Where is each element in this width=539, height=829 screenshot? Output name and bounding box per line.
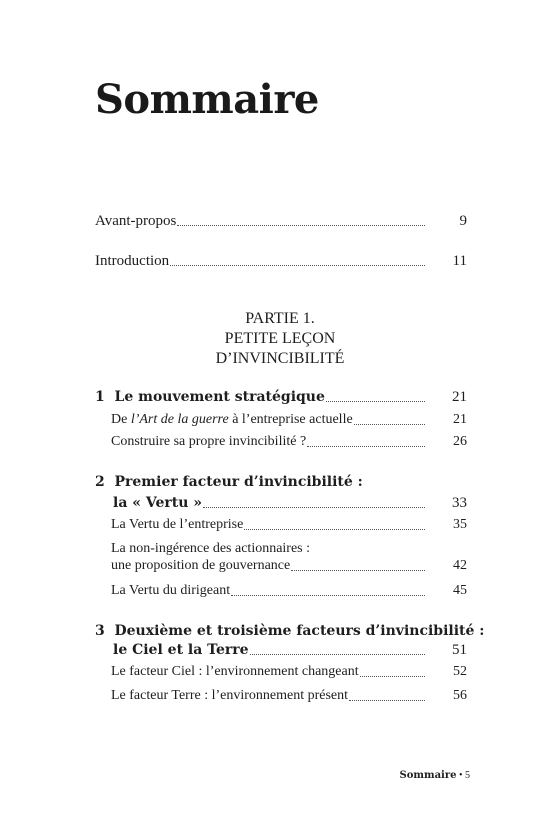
- section-title-italic: l’Art de la guerre: [130, 412, 229, 427]
- leader-dots: [203, 507, 425, 508]
- chapter-number: 3: [95, 623, 105, 639]
- section-title: Construire sa propre invincibilité ?: [111, 434, 307, 449]
- leader-dots: [349, 700, 425, 701]
- leader-dots: [177, 225, 425, 226]
- toc-entry-page: 56: [453, 688, 467, 703]
- toc-entry-label: Avant-propos: [95, 213, 177, 229]
- chapter-title-line2: la « Vertu »: [113, 495, 203, 511]
- leader-dots: [354, 424, 425, 425]
- chapter-title-text: Deuxième et troisième facteurs d’invincibilité :: [114, 623, 485, 639]
- toc-chapter-2[interactable]: [113, 492, 467, 512]
- section-title: La Vertu du dirigeant: [111, 583, 231, 598]
- toc-entry-page: 33: [452, 495, 467, 511]
- section-title: La Vertu de l’entreprise: [111, 517, 244, 532]
- leader-dots: [170, 265, 425, 266]
- section-title: Le facteur Ciel : l’environnement changeant: [111, 664, 359, 679]
- leader-dots: [307, 446, 425, 447]
- page-title: Sommaire: [95, 76, 319, 123]
- toc-entry-page: 42: [453, 558, 467, 573]
- section-title: [111, 411, 353, 429]
- chapter-number: 2: [95, 474, 105, 490]
- section-title-pre: De: [111, 412, 131, 427]
- toc-chapter-1[interactable]: [95, 386, 467, 406]
- leader-dots: [326, 401, 425, 402]
- toc-entry-page: 26: [453, 434, 467, 449]
- toc-section-2-3[interactable]: [111, 580, 467, 600]
- chapter-title: [95, 388, 325, 406]
- toc-section-3-2[interactable]: [111, 685, 467, 705]
- part-heading: [150, 309, 410, 369]
- toc-entry-page: 35: [453, 517, 467, 532]
- leader-dots: [244, 529, 425, 530]
- footer-separator: •: [458, 770, 463, 781]
- running-footer: [380, 770, 470, 781]
- toc-section-2-1[interactable]: [111, 514, 467, 534]
- toc-entry-page: 52: [453, 664, 467, 679]
- toc-section-3-1[interactable]: [111, 661, 467, 681]
- part-heading-line3: D’INVINCIBILITÉ: [215, 350, 345, 367]
- toc-entry-page: 21: [453, 412, 467, 427]
- leader-dots: [231, 595, 425, 596]
- toc-entry-page: 11: [452, 253, 467, 269]
- footer-label: Sommaire: [399, 770, 457, 781]
- toc-entry-label: Introduction: [95, 253, 170, 269]
- section-title: Le facteur Terre : l’environnement présent: [111, 688, 349, 703]
- toc-entry-page: 21: [452, 389, 467, 405]
- chapter-title-line2: le Ciel et la Terre: [113, 642, 249, 658]
- chapter-title-text: Premier facteur d’invincibilité :: [114, 474, 363, 490]
- chapter-number: 1: [95, 389, 105, 405]
- toc-entry-avant-propos[interactable]: [95, 210, 467, 230]
- toc-entry-page: 45: [453, 583, 467, 598]
- toc-entry-page: 9: [459, 213, 467, 229]
- footer-page-number: 5: [465, 770, 470, 781]
- section-title-line2: une proposition de gouvernance: [111, 558, 291, 573]
- toc-chapter-3-line1[interactable]: [95, 622, 484, 640]
- leader-dots: [291, 570, 425, 571]
- toc-chapter-2-line1[interactable]: [95, 473, 363, 491]
- toc-entry-page: 51: [452, 642, 467, 658]
- toc-section-1-1[interactable]: [111, 409, 467, 429]
- toc-chapter-3[interactable]: [113, 639, 467, 659]
- leader-dots: [250, 654, 425, 655]
- leader-dots: [360, 676, 425, 677]
- part-heading-line1: PARTIE 1.: [245, 310, 315, 327]
- toc-section-2-2-line1[interactable]: La non-ingérence des actionnaires :: [111, 541, 311, 556]
- chapter-title-text: Le mouvement stratégique: [114, 389, 325, 405]
- part-heading-line2: PETITE LEÇON: [224, 330, 336, 347]
- toc-entry-introduction[interactable]: [95, 250, 467, 270]
- toc-section-2-2[interactable]: [111, 555, 467, 575]
- toc-section-1-2[interactable]: [111, 431, 467, 451]
- section-title-post: à l’entreprise actuelle: [228, 412, 353, 427]
